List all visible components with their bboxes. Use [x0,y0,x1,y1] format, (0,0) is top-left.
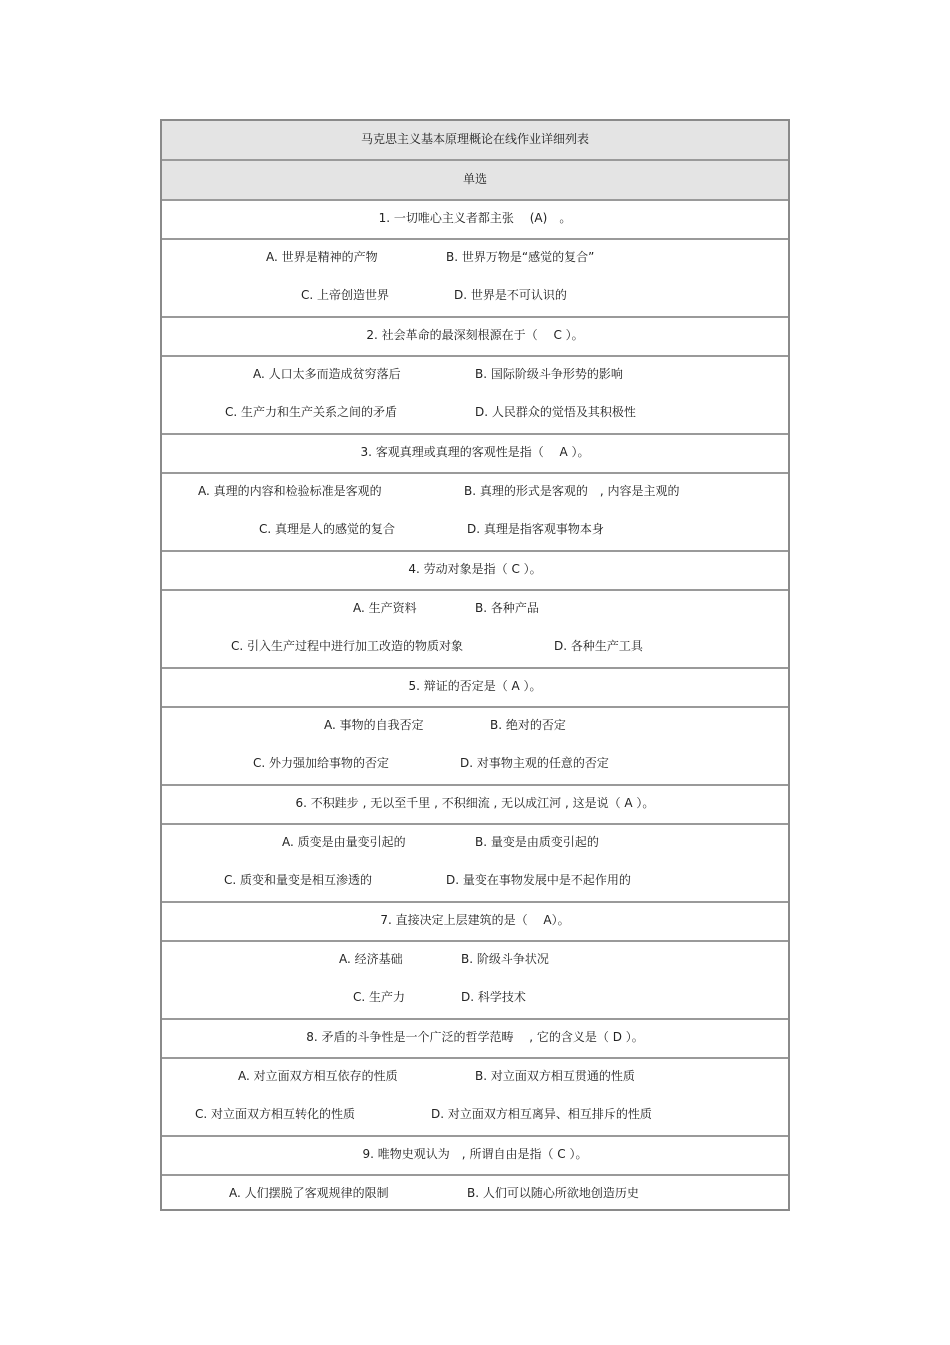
question-stem: 3. 客观真理或真理的客观性是指（ A ）。 [360,445,590,459]
question-stem: 7. 直接决定上层建筑的是（ A）。 [380,913,570,927]
question-stem: 1. 一切唯心主义者都主张 (A) 。 [378,211,572,225]
option-a: A. 真理的内容和检验标准是客观的 [198,484,382,498]
question-options-row [162,474,788,552]
option-c: C. 外力强加给事物的否定 [253,756,390,770]
option-d: D. 各种生产工具 [554,639,643,653]
option-c: C. 真理是人的感觉的复合 [259,522,396,536]
option-c: C. 对立面双方相互转化的性质 [195,1107,356,1121]
option-c: C. 生产力 [353,990,406,1004]
question-options-row [162,1176,788,1209]
section-label: 单选 [462,172,487,186]
option-d: D. 科学技术 [461,990,526,1004]
table-title: 马克思主义基本原理概论在线作业详细列表 [360,132,589,146]
option-b: B. 世界万物是“感觉的复合” [446,250,595,264]
option-a: A. 世界是精神的产物 [266,250,378,264]
option-b: B. 对立面双方相互贯通的性质 [475,1069,635,1083]
question-stem-row [162,903,788,942]
section-header-row [162,161,788,201]
question-options-row [162,825,788,903]
question-stem-row [162,552,788,591]
option-a: A. 人们摆脱了客观规律的限制 [229,1186,389,1200]
option-d: D. 世界是不可认识的 [454,288,567,302]
question-stem-row [162,1020,788,1059]
option-d: D. 人民群众的觉悟及其积极性 [475,405,636,419]
question-options-row [162,357,788,435]
option-b: B. 绝对的否定 [490,718,566,732]
option-b: B. 真理的形式是客观的 , 内容是主观的 [464,484,680,498]
question-options-row [162,1059,788,1137]
question-options-row [162,942,788,1020]
question-stem-row [162,435,788,474]
question-stem: 4. 劳动对象是指（ C ）。 [408,562,542,576]
question-stem-row [162,201,788,240]
question-options-row [162,240,788,318]
question-options-row [162,591,788,669]
question-stem-row [162,1137,788,1176]
question-stem-row [162,786,788,825]
option-c: C. 质变和量变是相互渗透的 [224,873,373,887]
option-b: B. 阶级斗争状况 [461,952,549,966]
question-stem: 8. 矛盾的斗争性是一个广泛的哲学范畴 , 它的含义是（ D ）。 [306,1030,644,1044]
option-d: D. 量变在事物发展中是不起作用的 [446,873,631,887]
option-a: A. 生产资料 [353,601,417,615]
option-b: B. 人们可以随心所欲地创造历史 [467,1186,639,1200]
option-c: C. 引入生产过程中进行加工改造的物质对象 [231,639,464,653]
option-d: D. 真理是指客观事物本身 [467,522,604,536]
table-title-row [162,121,788,161]
option-c: C. 上帝创造世界 [301,288,390,302]
option-d: D. 对立面双方相互离异、相互排斥的性质 [431,1107,652,1121]
question-stem-row [162,318,788,357]
question-stem: 9. 唯物史观认为 , 所谓自由是指（ C ）。 [362,1147,588,1161]
option-a: A. 质变是由量变引起的 [282,835,406,849]
question-stem: 6. 不积跬步 , 无以至千里 , 不积细流 , 无以成江河 , 这是说（ A ）。 [295,796,655,810]
option-c: C. 生产力和生产关系之间的矛盾 [225,405,398,419]
question-stem-row [162,669,788,708]
option-a: A. 人口太多而造成贫穷落后 [253,367,401,381]
question-stem: 2. 社会革命的最深刻根源在于（ C ）。 [366,328,584,342]
option-b: B. 国际阶级斗争形势的影响 [475,367,623,381]
homework-table [160,119,790,1211]
option-a: A. 事物的自我否定 [324,718,424,732]
option-a: A. 经济基础 [339,952,403,966]
question-options-row [162,708,788,786]
option-b: B. 各种产品 [475,601,539,615]
question-stem: 5. 辩证的否定是（ A ）。 [408,679,542,693]
option-b: B. 量变是由质变引起的 [475,835,599,849]
option-d: D. 对事物主观的任意的否定 [460,756,609,770]
option-a: A. 对立面双方相互依存的性质 [238,1069,398,1083]
